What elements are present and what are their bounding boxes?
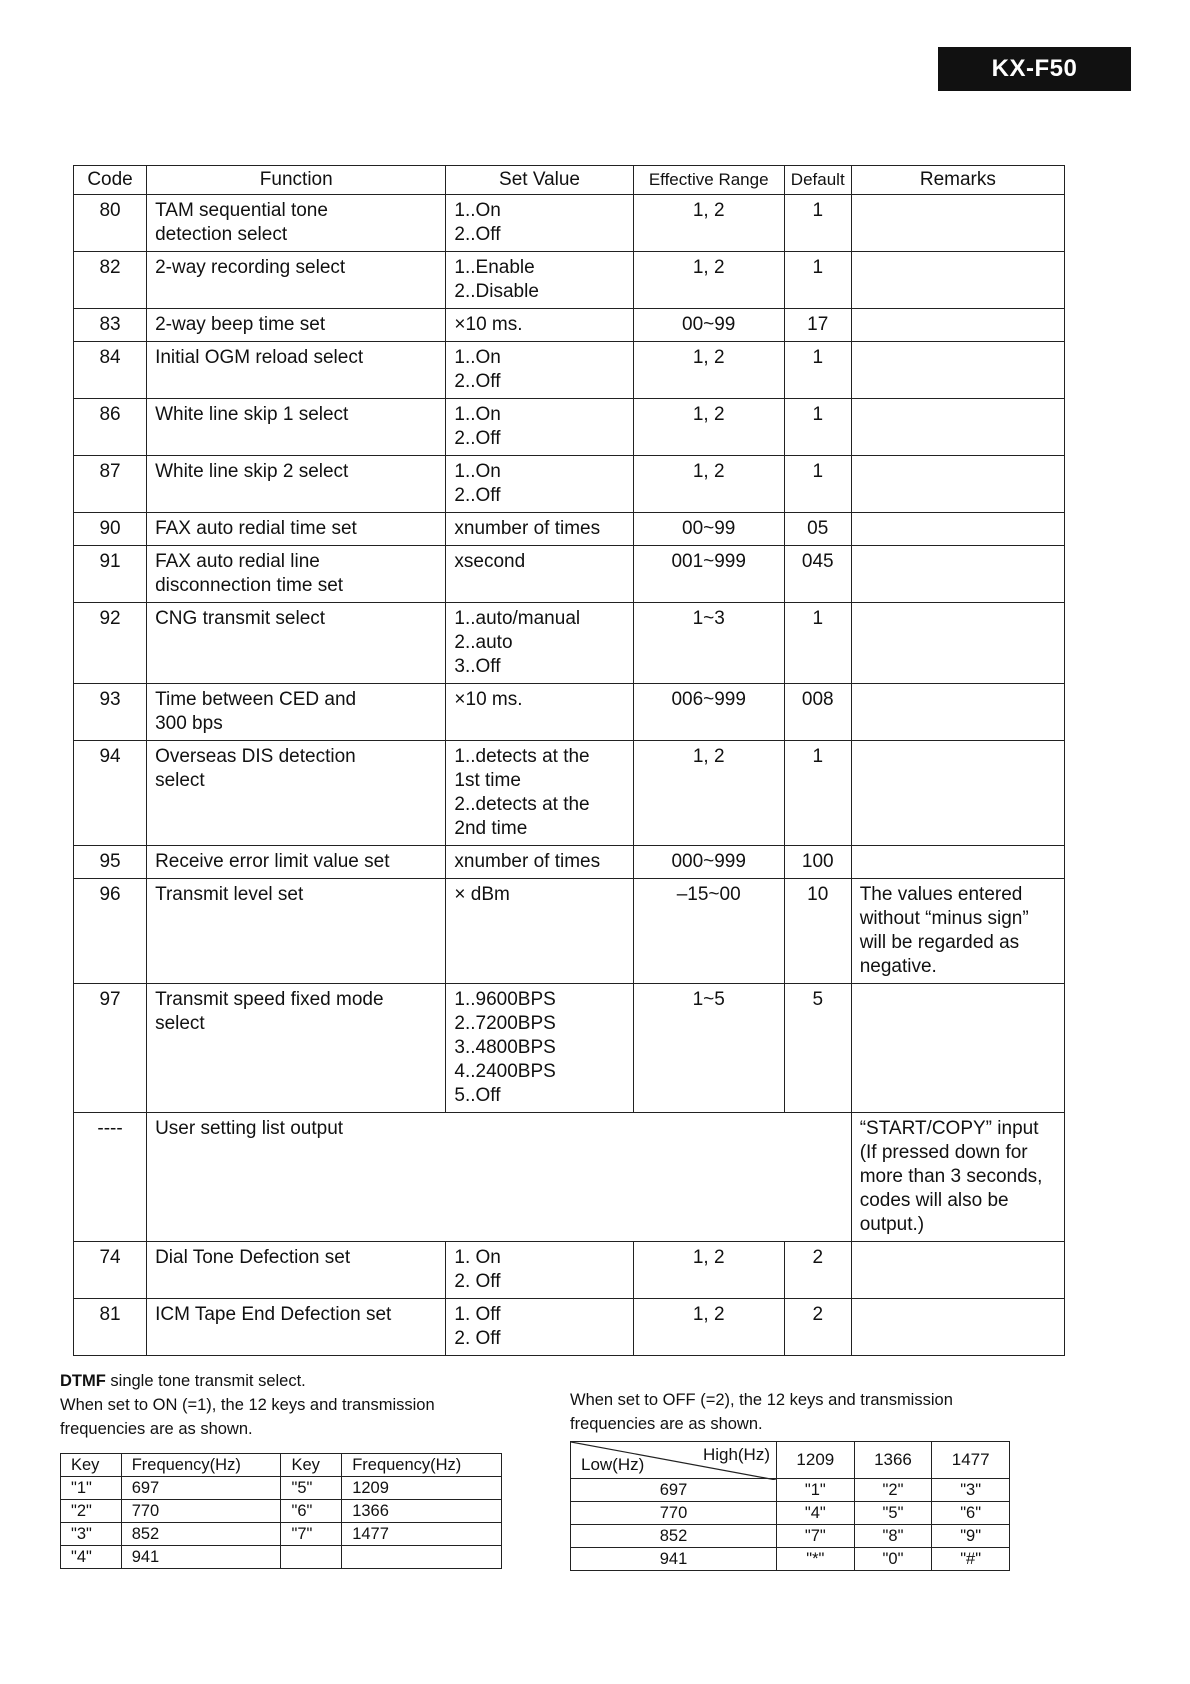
code-cell: 83: [74, 309, 147, 342]
remarks-cell: [851, 546, 1064, 603]
table-row-user-setting-list: [74, 1113, 1065, 1242]
high-frequency-header: 1366: [854, 1442, 932, 1479]
table-row: [74, 684, 1065, 741]
header-set-value: Set Value: [446, 166, 633, 195]
function-cell: Transmit speed fixed mode select: [147, 984, 446, 1113]
effective-range-cell: 00~99: [633, 513, 784, 546]
key-cell: "4": [61, 1546, 122, 1569]
function-cell: Receive error limit value set: [147, 846, 446, 879]
table-row: [74, 879, 1065, 984]
high-hz-label: High(Hz): [702, 1445, 770, 1464]
set-value-cell: ×10 ms.: [446, 309, 633, 342]
effective-range-cell: 001~999: [633, 546, 784, 603]
code-cell: 91: [74, 546, 147, 603]
default-cell: 1: [784, 399, 851, 456]
table-row: [571, 1479, 1010, 1502]
key-cell: "6": [281, 1500, 342, 1523]
table-row: [74, 984, 1065, 1113]
effective-range-cell: 1, 2: [633, 195, 784, 252]
table-row: [74, 603, 1065, 684]
default-cell: 2: [784, 1242, 851, 1299]
table-row: [571, 1525, 1010, 1548]
frequency-cell: [342, 1546, 502, 1569]
header-frequency: Frequency(Hz): [121, 1454, 281, 1477]
code-cell: ----: [74, 1113, 147, 1242]
effective-range-cell: 1, 2: [633, 456, 784, 513]
default-cell: 05: [784, 513, 851, 546]
effective-range-cell: 000~999: [633, 846, 784, 879]
header-code: Code: [74, 166, 147, 195]
remarks-cell: [851, 684, 1064, 741]
remarks-cell: [851, 195, 1064, 252]
table-row: [74, 741, 1065, 846]
high-frequency-header: 1477: [932, 1442, 1010, 1479]
header-key: Key: [61, 1454, 122, 1477]
table-row: [571, 1502, 1010, 1525]
key-cell: "5": [281, 1477, 342, 1500]
table-header-row: [61, 1454, 502, 1477]
header-frequency: Frequency(Hz): [342, 1454, 502, 1477]
default-cell: 2: [784, 1299, 851, 1356]
key-cell: "4": [777, 1502, 855, 1525]
code-cell: 95: [74, 846, 147, 879]
set-value-cell: xnumber of times: [446, 846, 633, 879]
set-value-cell: xnumber of times: [446, 513, 633, 546]
function-cell: White line skip 2 select: [147, 456, 446, 513]
frequency-cell: 1209: [342, 1477, 502, 1500]
function-cell: Dial Tone Defection set: [147, 1242, 446, 1299]
code-cell: 97: [74, 984, 147, 1113]
default-cell: 008: [784, 684, 851, 741]
effective-range-cell: 1~5: [633, 984, 784, 1113]
set-value-cell: 1. On 2. Off: [446, 1242, 633, 1299]
remarks-cell: [851, 456, 1064, 513]
function-cell: FAX auto redial time set: [147, 513, 446, 546]
function-cell: Overseas DIS detection select: [147, 741, 446, 846]
table-row: [571, 1548, 1010, 1571]
set-value-cell: 1..detects at the 1st time 2..detects at the 2nd time: [446, 741, 633, 846]
matrix-corner-cell: [571, 1442, 777, 1479]
table-row: [74, 1299, 1065, 1356]
set-value-cell: 1..On 2..Off: [446, 456, 633, 513]
code-cell: 74: [74, 1242, 147, 1299]
low-frequency-cell: 852: [571, 1525, 777, 1548]
default-cell: 1: [784, 603, 851, 684]
function-cell: Time between CED and 300 bps: [147, 684, 446, 741]
remarks-cell: [851, 399, 1064, 456]
table-header-row: [571, 1442, 1010, 1479]
table-row: [74, 309, 1065, 342]
table-row: [61, 1546, 502, 1569]
set-value-cell: 1. Off 2. Off: [446, 1299, 633, 1356]
frequency-cell: 770: [121, 1500, 281, 1523]
set-value-cell: 1..Enable 2..Disable: [446, 252, 633, 309]
effective-range-cell: 1, 2: [633, 252, 784, 309]
key-cell: "2": [854, 1479, 932, 1502]
key-cell: "1": [777, 1479, 855, 1502]
code-cell: 82: [74, 252, 147, 309]
code-cell: 90: [74, 513, 147, 546]
function-cell: 2-way recording select: [147, 252, 446, 309]
key-cell: [281, 1546, 342, 1569]
default-cell: 1: [784, 456, 851, 513]
code-cell: 80: [74, 195, 147, 252]
frequency-cell: 1366: [342, 1500, 502, 1523]
function-cell: Initial OGM reload select: [147, 342, 446, 399]
function-cell: FAX auto redial line disconnection time set: [147, 546, 446, 603]
code-cell: 93: [74, 684, 147, 741]
set-value-cell: 1..9600BPS 2..7200BPS 3..4800BPS 4..2400BPS 5..Off: [446, 984, 633, 1113]
dtmf-off-note: When set to OFF (=2), the 12 keys and transmission frequencies are as shown.: [570, 1391, 953, 1433]
effective-range-cell: 1, 2: [633, 1242, 784, 1299]
key-cell: "0": [854, 1548, 932, 1571]
set-value-cell: 1..On 2..Off: [446, 342, 633, 399]
effective-range-cell: 1~3: [633, 603, 784, 684]
default-cell: 045: [784, 546, 851, 603]
remarks-cell: [851, 252, 1064, 309]
low-hz-label: Low(Hz): [581, 1455, 645, 1474]
table-row: [74, 195, 1065, 252]
service-code-table: [73, 165, 1065, 1356]
key-cell: "7": [777, 1525, 855, 1548]
default-cell: 1: [784, 342, 851, 399]
default-cell: 1: [784, 195, 851, 252]
function-cell: ICM Tape End Defection set: [147, 1299, 446, 1356]
table-row: [74, 546, 1065, 603]
set-value-cell: 1..On 2..Off: [446, 195, 633, 252]
table-row: [74, 252, 1065, 309]
function-cell: Transmit level set: [147, 879, 446, 984]
table-row: [74, 399, 1065, 456]
code-cell: 86: [74, 399, 147, 456]
function-cell: TAM sequential tone detection select: [147, 195, 446, 252]
table-row: [74, 456, 1065, 513]
table-row: [61, 1523, 502, 1546]
code-cell: 84: [74, 342, 147, 399]
remarks-cell: [851, 342, 1064, 399]
frequency-cell: 697: [121, 1477, 281, 1500]
header-default: Default: [784, 166, 851, 195]
remarks-cell: [851, 1299, 1064, 1356]
header-key: Key: [281, 1454, 342, 1477]
key-cell: "5": [854, 1502, 932, 1525]
low-frequency-cell: 697: [571, 1479, 777, 1502]
function-cell: User setting list output: [147, 1113, 852, 1242]
code-cell: 96: [74, 879, 147, 984]
key-cell: "3": [61, 1523, 122, 1546]
remarks-cell: “START/COPY” input (If pressed down for more than 3 seconds, codes will also be output.): [851, 1113, 1064, 1242]
header-effective-range: Effective Range: [633, 166, 784, 195]
function-cell: White line skip 1 select: [147, 399, 446, 456]
key-cell: "7": [281, 1523, 342, 1546]
default-cell: 100: [784, 846, 851, 879]
key-cell: "#": [932, 1548, 1010, 1571]
default-cell: 5: [784, 984, 851, 1113]
code-cell: 94: [74, 741, 147, 846]
function-cell: CNG transmit select: [147, 603, 446, 684]
header-function: Function: [147, 166, 446, 195]
table-row: [61, 1477, 502, 1500]
key-cell: "2": [61, 1500, 122, 1523]
code-cell: 92: [74, 603, 147, 684]
header-remarks: Remarks: [851, 166, 1064, 195]
remarks-cell: The values entered without “minus sign” will be regarded as negative.: [851, 879, 1064, 984]
frequency-cell: 852: [121, 1523, 281, 1546]
set-value-cell: xsecond: [446, 546, 633, 603]
code-cell: 87: [74, 456, 147, 513]
key-cell: "1": [61, 1477, 122, 1500]
remarks-cell: [851, 846, 1064, 879]
effective-range-cell: 1, 2: [633, 1299, 784, 1356]
set-value-cell: 1..auto/manual 2..auto 3..Off: [446, 603, 633, 684]
set-value-cell: ×10 ms.: [446, 684, 633, 741]
low-frequency-cell: 941: [571, 1548, 777, 1571]
default-cell: 10: [784, 879, 851, 984]
key-cell: "3": [932, 1479, 1010, 1502]
dtmf-single-tone-table: [60, 1453, 502, 1569]
remarks-cell: [851, 1242, 1064, 1299]
effective-range-cell: –15~00: [633, 879, 784, 984]
table-row: [74, 513, 1065, 546]
table-row: [74, 342, 1065, 399]
dtmf-matrix-table: [570, 1441, 1010, 1571]
table-row: [74, 846, 1065, 879]
key-cell: "*": [777, 1548, 855, 1571]
function-cell: 2-way beep time set: [147, 309, 446, 342]
table-row: [61, 1500, 502, 1523]
key-cell: "8": [854, 1525, 932, 1548]
dtmf-title: DTMF single tone transmit select.: [60, 1372, 306, 1390]
table-row: [74, 1242, 1065, 1299]
default-cell: 1: [784, 741, 851, 846]
set-value-cell: 1..On 2..Off: [446, 399, 633, 456]
remarks-cell: [851, 984, 1064, 1113]
remarks-cell: [851, 309, 1064, 342]
remarks-cell: [851, 741, 1064, 846]
dtmf-on-note: When set to ON (=1), the 12 keys and transmission frequencies are as shown.: [60, 1396, 435, 1438]
default-cell: 1: [784, 252, 851, 309]
table-header-row: [74, 166, 1065, 195]
frequency-cell: 1477: [342, 1523, 502, 1546]
effective-range-cell: 1, 2: [633, 399, 784, 456]
effective-range-cell: 1, 2: [633, 741, 784, 846]
effective-range-cell: 1, 2: [633, 342, 784, 399]
set-value-cell: × dBm: [446, 879, 633, 984]
key-cell: "9": [932, 1525, 1010, 1548]
default-cell: 17: [784, 309, 851, 342]
frequency-cell: 941: [121, 1546, 281, 1569]
effective-range-cell: 00~99: [633, 309, 784, 342]
model-badge: KX-F50: [938, 47, 1131, 91]
low-frequency-cell: 770: [571, 1502, 777, 1525]
code-cell: 81: [74, 1299, 147, 1356]
key-cell: "6": [932, 1502, 1010, 1525]
effective-range-cell: 006~999: [633, 684, 784, 741]
remarks-cell: [851, 603, 1064, 684]
high-frequency-header: 1209: [777, 1442, 855, 1479]
remarks-cell: [851, 513, 1064, 546]
